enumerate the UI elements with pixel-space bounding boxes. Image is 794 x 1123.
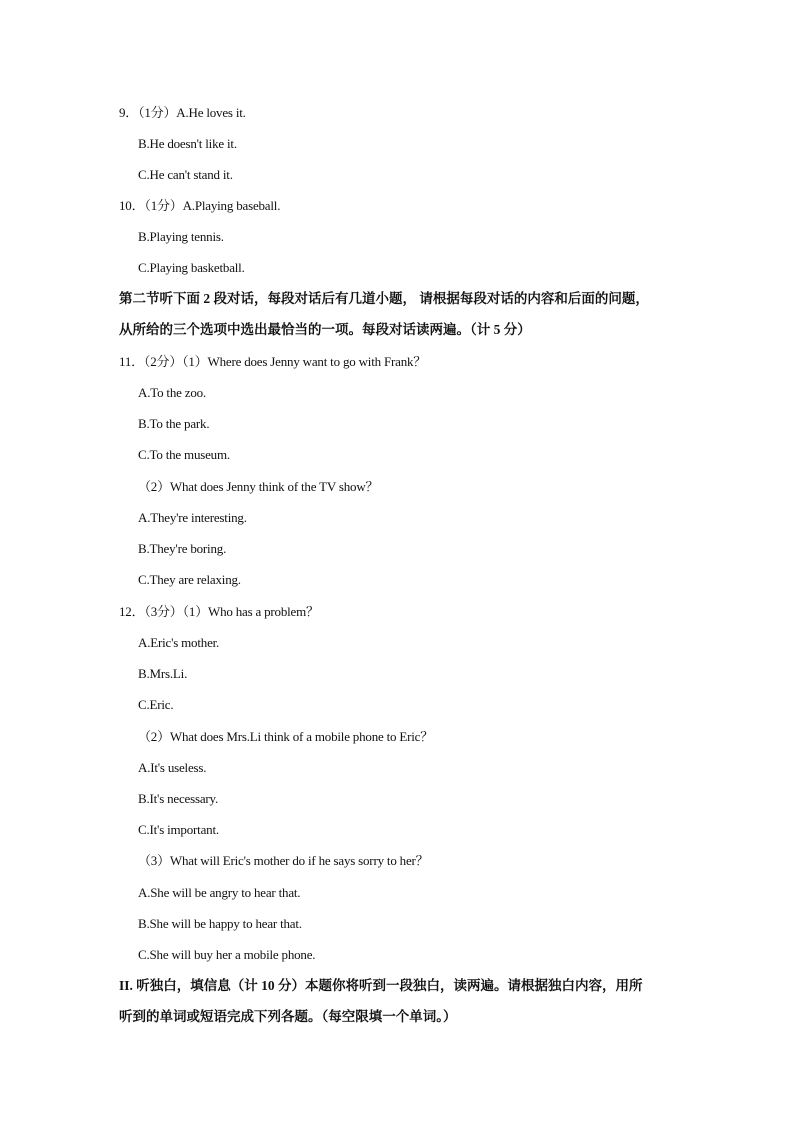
- option-c: C.She will buy her a mobile phone.: [138, 947, 316, 962]
- option-b: B.It's necessary.: [138, 791, 219, 806]
- option-a: A.To the zoo.: [138, 385, 206, 400]
- part-ii-instruction: II. 听独白，填信息（计 10 分）本题你将听到一段独白，读两遍。请根据独白内容，用所: [119, 978, 643, 993]
- sub-question: （3）What will Eric's mother do if he says sorry to her？: [138, 853, 429, 868]
- section-instruction: 第二节听下面 2 段对话，每段对话后有几道小题， 请根据每段对话的内容和后面的问题，: [119, 291, 649, 306]
- question-11: 11．（2分）（1）Where does Jenny want to go with Frank？: [119, 354, 427, 369]
- option-c: C.To the museum.: [138, 447, 230, 462]
- option-b: B.They're boring.: [138, 541, 227, 556]
- sub-question: （2）What does Jenny think of the TV show？: [138, 479, 379, 494]
- option-b: B.She will be happy to hear that.: [138, 916, 302, 931]
- option-c: C.Playing basketball.: [138, 260, 245, 275]
- option-a: A.Eric's mother.: [138, 635, 220, 650]
- option-c: C.It's important.: [138, 822, 219, 837]
- option-c: C.Eric.: [138, 697, 174, 712]
- sub-question: （2）What does Mrs.Li think of a mobile phone to Eric？: [138, 729, 434, 744]
- option-b: B.He doesn't like it.: [138, 136, 237, 151]
- question-12: 12．（3分）（1）Who has a problem？: [119, 604, 319, 619]
- option-a: A.They're interesting.: [138, 510, 247, 525]
- question-9: 9．（1分）A.He loves it.: [119, 105, 246, 120]
- option-b: B.Playing tennis.: [138, 229, 224, 244]
- option-a: A.It's useless.: [138, 760, 207, 775]
- option-b: B.To the park.: [138, 416, 210, 431]
- option-a: A.She will be angry to hear that.: [138, 885, 301, 900]
- option-c: C.He can't stand it.: [138, 167, 233, 182]
- option-c: C.They are relaxing.: [138, 572, 241, 587]
- section-instruction-cont: 从所给的三个选项中选出最恰当的一项。每段对话读两遍。（计 5 分）: [119, 322, 531, 337]
- part-ii-instruction-cont: 听到的单词或短语完成下列各题。（每空限填一个单词。）: [119, 1009, 457, 1024]
- question-10: 10．（1分）A.Playing baseball.: [119, 198, 281, 213]
- option-b: B.Mrs.Li.: [138, 666, 188, 681]
